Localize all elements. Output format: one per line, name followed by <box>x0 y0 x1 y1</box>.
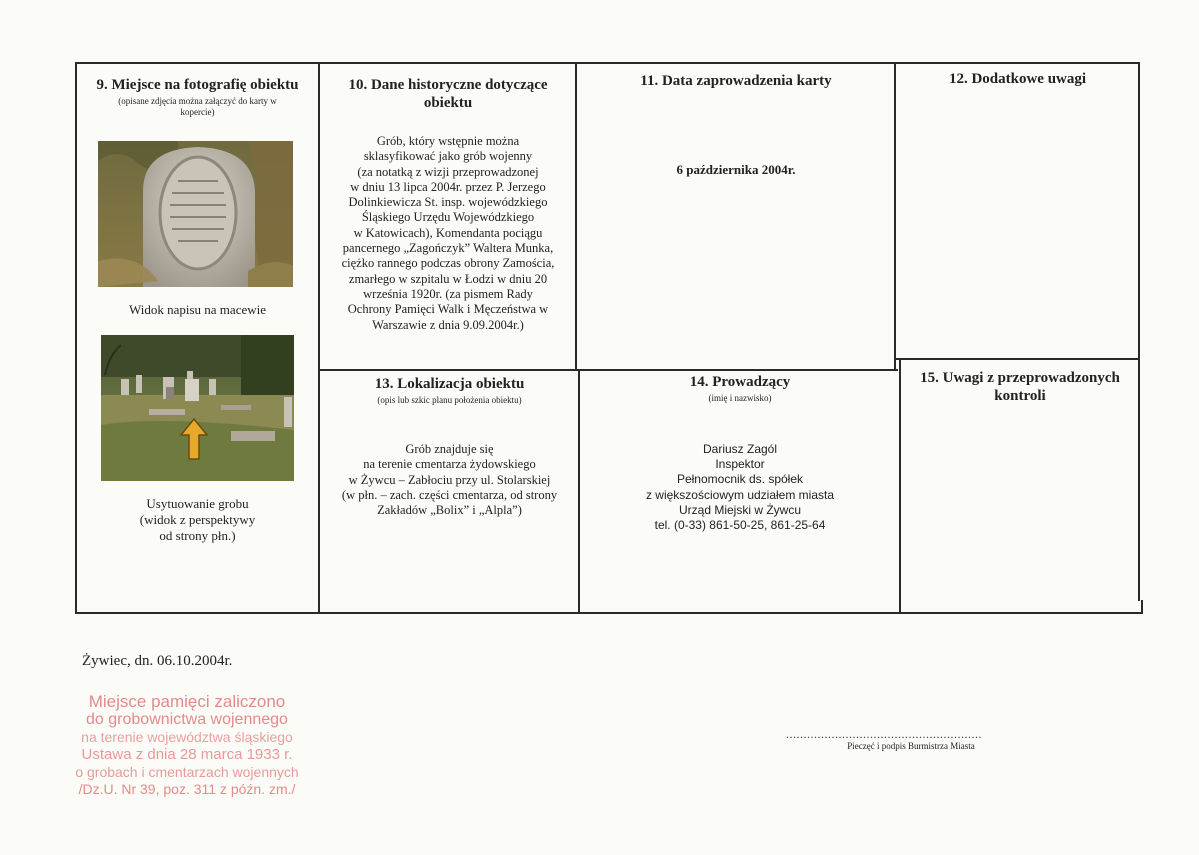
body-line: w dniu 13 lipca 2004r. przez P. Jerzego <box>350 179 546 194</box>
cell-inspection-notes <box>900 369 1140 405</box>
photo-matzevah <box>98 141 293 287</box>
cell-additional-notes <box>896 70 1139 88</box>
body-line: Warszawie z dnia 9.09.2004r.) <box>372 317 524 332</box>
photo-grave-location <box>101 335 294 481</box>
body-line: zmarłego w szpitalu w Łodzi w dniu 20 <box>348 271 548 286</box>
signature-dots: ........................................................ <box>786 727 982 741</box>
stamp-line: /Dz.U. Nr 39, poz. 311 z późn. zm./ <box>78 781 296 797</box>
caption-line: od strony płn.) <box>159 528 236 543</box>
cell-10-title: 10. Dane historyczne dotyczące obiektu <box>348 77 548 111</box>
card-date-value: 6 października 2004r. <box>676 162 796 177</box>
row-divider-a <box>318 369 898 371</box>
caption-line: Usytuowanie grobu <box>146 496 249 511</box>
body-line: Dolinkiewicza St. insp. wojewódzkiego <box>348 195 548 210</box>
cell-9-subtitle: (opisane zdjęcia można załączyć do karty w kopercie) <box>118 96 277 117</box>
caption-line: (widok z perspektywy <box>139 512 256 527</box>
row-divider-b <box>894 358 1140 360</box>
cell-location <box>320 375 579 518</box>
stamp-line: do grobownictwa wojennego <box>86 711 288 728</box>
cell-14-body <box>580 442 900 533</box>
photo-matzevah-caption: Widok napisu na macewie <box>128 302 266 317</box>
cell-15-title: 15. Uwagi z przeprowadzonych kontroli <box>920 370 1120 404</box>
photo-grave-caption <box>77 496 318 544</box>
cell-12-title: 12. Dodatkowe uwagi <box>948 71 1087 87</box>
cell-13-body <box>320 442 579 518</box>
cell-10-body <box>320 134 576 333</box>
body-line: na terenie cmentarza żydowskiego <box>363 457 536 472</box>
body-line: sklasyfikować jako grób wojenny <box>363 149 533 164</box>
body-line: pancernego „Zagończyk” Waltera Munka, <box>342 241 554 256</box>
body-line: w Katowicach), Komendanta pociągu <box>353 225 543 240</box>
stamp-line: na terenie województwa śląskiego <box>81 728 293 745</box>
stamp-line: o grobach i cmentarzach wojennych <box>75 763 299 780</box>
body-line: Inspektor <box>715 457 765 472</box>
body-line: września 1920r. (za pismem Rady <box>363 286 533 301</box>
body-line: tel. (0-33) 861-50-25, 861-25-64 <box>654 518 826 533</box>
cell-14-title: 14. Prowadzący <box>689 374 791 390</box>
body-line: (w płn. – zach. części cmentarza, od strony <box>341 487 558 502</box>
body-line: (za notatką z wizji przeprowadzonej <box>357 164 539 179</box>
body-line: Grób znajduje się <box>405 442 494 456</box>
cell-card-date <box>577 72 895 178</box>
body-line: Zakładów „Bolix” i „Alpla”) <box>377 503 522 518</box>
cell-13-subtitle: (opis lub szkic planu położenia obiektu) <box>377 395 522 405</box>
cell-13-title: 13. Lokalizacja obiektu <box>374 376 525 392</box>
table-border-bottom <box>75 612 1143 614</box>
cell-11-title: 11. Data zaprowadzenia karty <box>640 73 832 89</box>
signature-label: Pieczęć i podpis Burmistrza Miasta <box>847 741 975 751</box>
body-line: w Żywcu – Zabłociu przy ul. Stolarskiej <box>348 472 551 487</box>
cell-photo <box>77 76 318 118</box>
cell-historical-data <box>320 76 576 333</box>
stamp-line: Ustawa z dnia 28 marca 1933 r. <box>81 746 293 763</box>
body-line: Ochrony Pamięci Walk i Męczeństwa w <box>347 302 549 317</box>
table-border-right <box>1138 62 1140 601</box>
body-line: Śląskiego Urzędu Wojewódzkiego <box>361 210 535 225</box>
war-grave-stamp <box>62 692 312 799</box>
cell-14-subtitle: (imię i nazwisko) <box>708 393 772 403</box>
table-border-right-lower <box>1141 600 1143 613</box>
table-border-top <box>75 62 1139 64</box>
cell-9-title: 9. Miejsce na fotografię obiektu <box>96 77 299 93</box>
body-line: Urząd Miejski w Żywcu <box>678 502 801 517</box>
body-line: z większościowym udziałem miasta <box>645 487 835 502</box>
body-line: Dariusz Zagól <box>702 442 778 456</box>
cell-manager <box>580 373 900 533</box>
body-line: Grób, który wstępnie można <box>376 134 520 148</box>
body-line: ciężko rannego podczas obrony Zamościa, <box>341 256 555 271</box>
place-date: Żywiec, dn. 06.10.2004r. <box>82 653 233 669</box>
body-line: Pełnomocnik ds. spółek <box>676 472 804 487</box>
stamp-line: Miejsce pamięci zaliczono <box>88 692 286 711</box>
